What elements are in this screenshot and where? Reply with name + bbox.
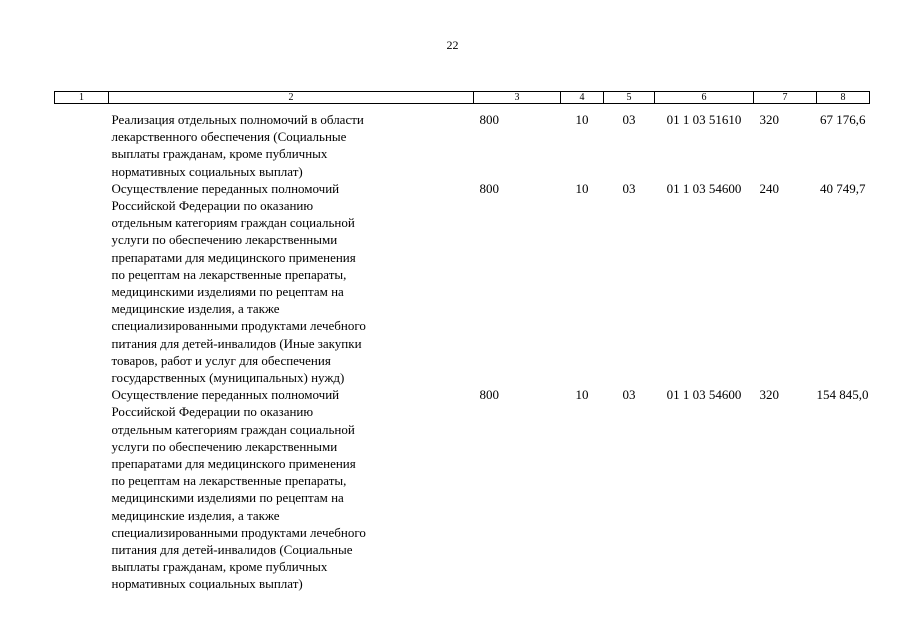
amount: 40 749,7: [820, 180, 866, 196]
column-number-2: 2: [109, 92, 474, 104]
budget-table: [54, 91, 870, 593]
amount: 67 176,6: [820, 112, 866, 127]
row-index-cell: [55, 104, 109, 180]
row-index-cell: [55, 180, 109, 386]
table-header: [55, 92, 870, 104]
column-number-7: 7: [754, 92, 817, 104]
column-number-row: [55, 92, 870, 104]
section-code: 10: [575, 112, 589, 127]
admin-code: 800: [479, 387, 499, 403]
table-body: [55, 104, 870, 593]
section-code: 10: [575, 387, 589, 403]
table-row: [55, 386, 870, 592]
expense-name: Осуществление переданных полномочий Российской Федерации по оказанию отдельным категориям граждан социальной услуги по обеспечению лекарственными препаратами для медицинского применения по рецептам на лекарственные препараты, медицинскими изделиями по рецептам на медицинские изделия, а также специализированными продуктами лечебного питания для детей-инвалидов (Иные закупки товаров, работ и услуг для обеспечения государственных (муниципальных) нужд): [111, 180, 366, 386]
column-number-6: 6: [655, 92, 754, 104]
subsection-code: 03: [622, 387, 636, 403]
target-article-code: 01 1 03 54600: [666, 387, 742, 403]
subsection-code: 03: [622, 180, 636, 196]
subsection-code: 03: [622, 112, 636, 127]
section-code: 10: [575, 180, 589, 196]
column-number-3: 3: [474, 92, 561, 104]
expense-name: Реализация отдельных полномочий в области лекарственного обеспечения (Социальные выплаты гражданам, кроме публичных нормативных социальных выплат): [111, 112, 364, 179]
table-row: [55, 104, 870, 180]
admin-code: 800: [479, 180, 499, 196]
column-number-8: 8: [817, 92, 870, 104]
amount: 154 845,0: [816, 387, 869, 403]
expense-type-code: 240: [759, 180, 779, 196]
page-number: 22: [446, 38, 459, 52]
expense-name: Осуществление переданных полномочий Российской Федерации по оказанию отдельным категориям граждан социальной услуги по обеспечению лекарственными препаратами для медицинского применения по рецептам на лекарственные препараты, медицинскими изделиями по рецептам на медицинские изделия, а также специализированными продуктами лечебного питания для детей-инвалидов (Социальные выплаты гражданам, кроме публичных нормативных социальных выплат): [111, 387, 366, 592]
target-article-code: 01 1 03 54600: [666, 180, 742, 196]
column-number-1: 1: [55, 92, 109, 104]
expense-type-code: 320: [759, 112, 779, 127]
row-index-cell: [55, 386, 109, 592]
expense-type-code: 320: [759, 387, 779, 403]
column-number-5: 5: [604, 92, 655, 104]
target-article-code: 01 1 03 51610: [666, 112, 742, 127]
table-row: [55, 180, 870, 386]
admin-code: 800: [479, 112, 499, 127]
column-number-4: 4: [561, 92, 604, 104]
